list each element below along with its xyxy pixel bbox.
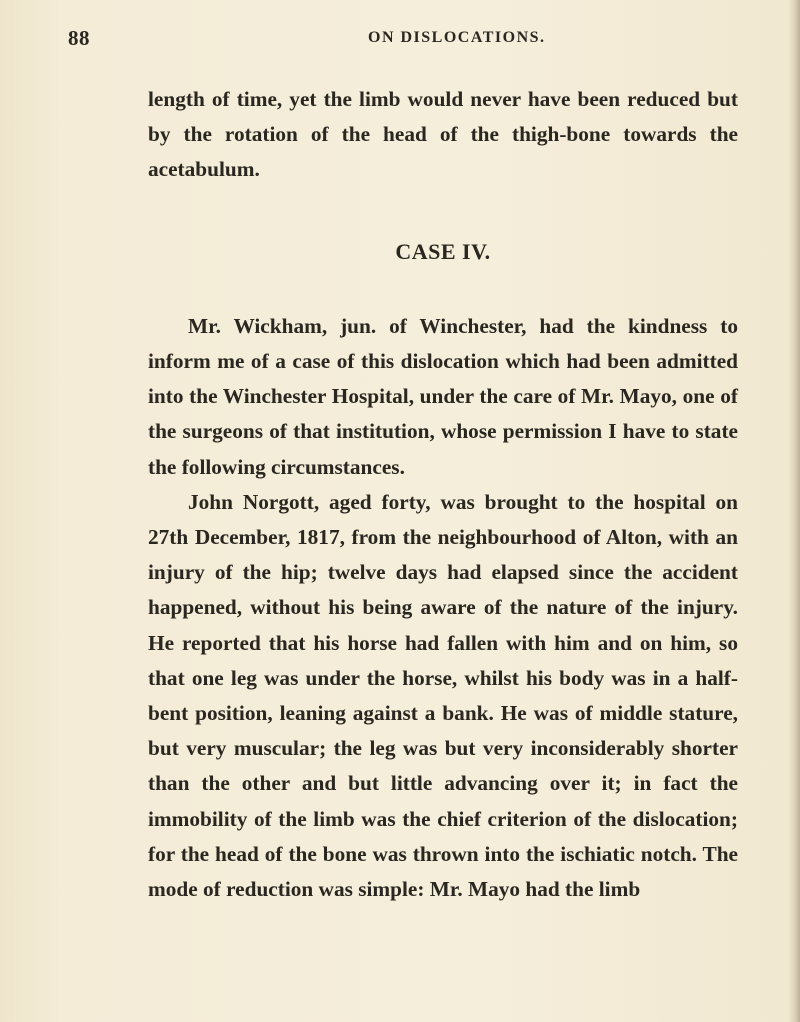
page-edge-shadow bbox=[788, 0, 800, 1022]
paragraph-2: John Norgott, aged forty, was brought to the hospital on 27th December, 1817, from the neighbourhood of Alton, with an injury of the hip; twelve days had elapsed since the accident happened, without his being aware of the nature of the injury. He reported that his horse had fallen with him and on him, so that one leg was under the horse, whilst his body was in a half-bent position, leaning against a bank. He was of middle stature, but very muscular; the leg was but very inconsiderably shorter than the other and but little advancing over it; in fact the immobility of the limb was the chief criterion of the dislocation; for the head of the bone was thrown into the ischiatic notch. The mode of reduction was simple: Mr. Mayo had the limb bbox=[148, 489, 738, 902]
page-number: 88 bbox=[68, 26, 90, 50]
paragraph-continued: length of time, yet the limb would never have been reduced but by the rotation of the head of the thigh-bone towards the acetabulum. bbox=[148, 87, 738, 182]
case-heading: CASE IV. bbox=[395, 238, 491, 264]
page-header bbox=[68, 26, 738, 56]
body-text bbox=[148, 82, 738, 907]
running-head: ON DISLOCATIONS. bbox=[368, 29, 546, 46]
paragraph-1: Mr. Wickham, jun. of Winchester, had the kindness to inform me of a case of this dislocation which had been admitted into the Winchester Hospital, under the care of Mr. Mayo, one of the surgeons of that institution, whose permission I have to state the following circumstances. bbox=[148, 313, 738, 479]
